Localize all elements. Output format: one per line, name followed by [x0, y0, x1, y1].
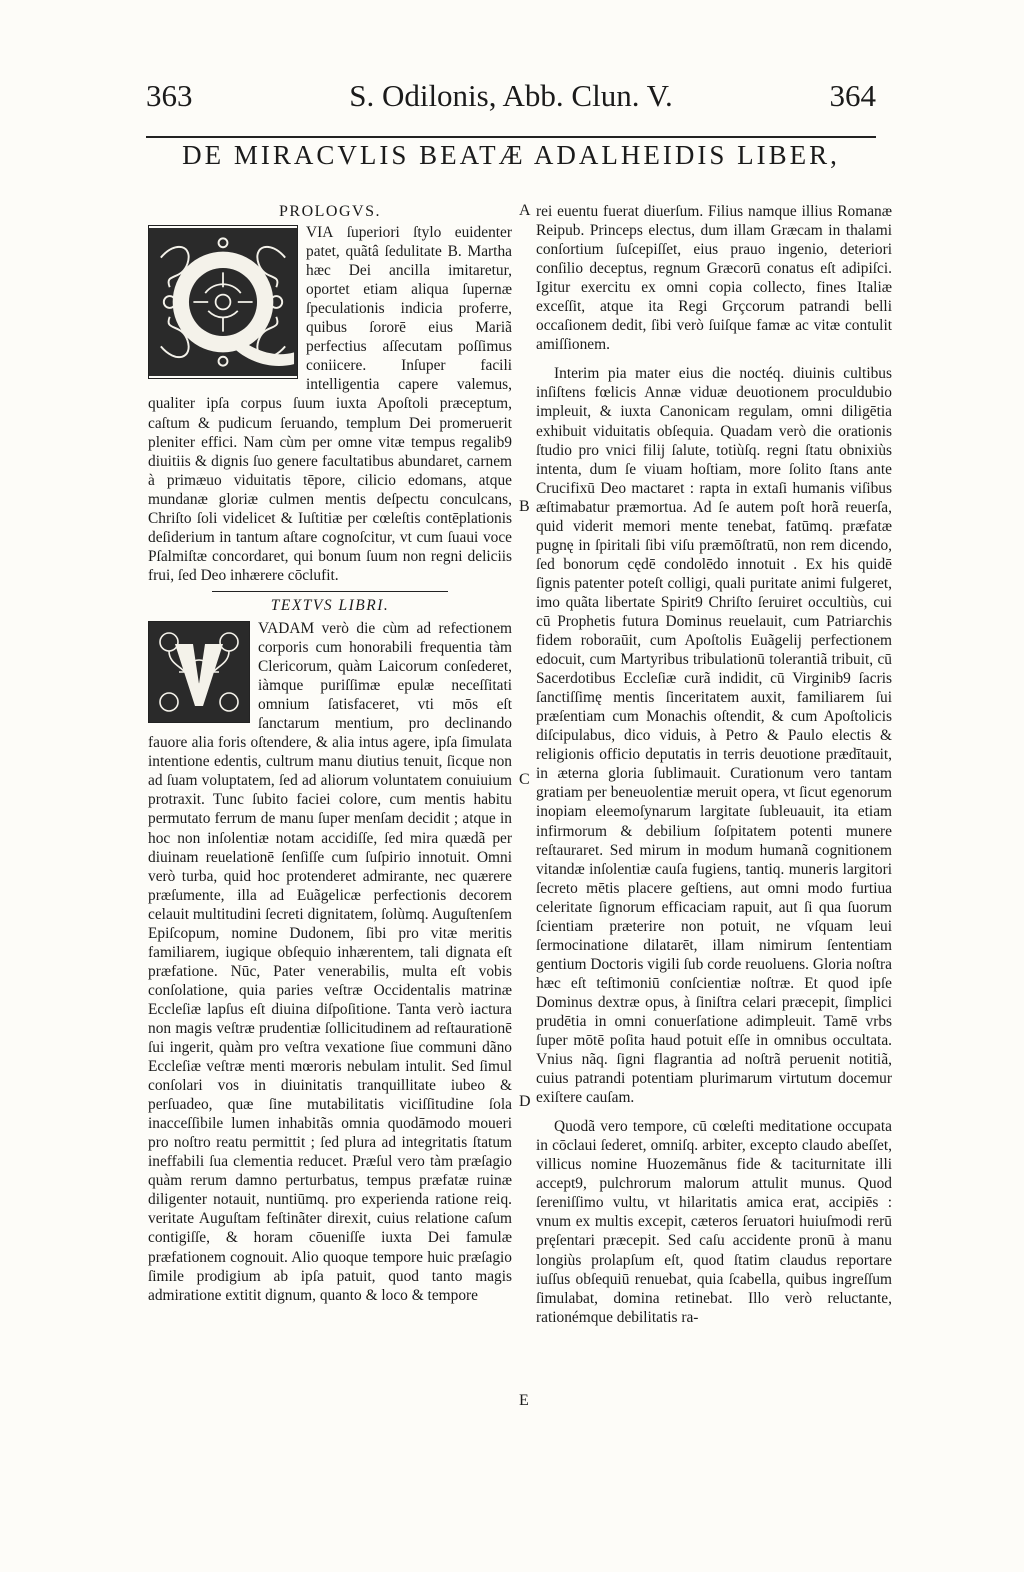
right-paragraph-3: Quodã vero tempore, cū cœleſti meditatione occupata in cōclaui ſederet, omniſq. arbiter, excepto claudo abeſſet, villicus nomine Huozemãnus fide & taciturnitate illi accept9, pulchrorum malorum attulit munus. Quod ſereniſſimo vultu, vt hilaritatis amica erat, accipiēs : vnum ex multis excepit, cæteros ſeruatori huiuſmodi rerū pręſentari præcepit. Sed caſu accidente pronū à manu longiùs prolapſum eſt, quod ſtatim claudus reportare iuſſus obſequiū renuebat, quia ſcabella, quibus ingreſſum ſimulabat, domina retinebat. Illo verò reluctante, rationémque debilitatis ra- — [536, 1118, 892, 1326]
decorated-initial-q — [148, 225, 298, 379]
left-column — [148, 202, 512, 1305]
page-number-left: 363 — [146, 78, 193, 113]
margin-letter-d: D — [519, 1093, 531, 1110]
decorated-initial-v — [148, 621, 250, 723]
running-header — [146, 78, 876, 128]
right-paragraph-2: Interim pia mater eius die noctéq. diuinis cultibus inſiſtens fœlicis Annæ viduæ deuotionem proculdubio impleuit, & iuxta Canonicam regulam, omni diligētia exhibuit viduitatis obſequia. Quadam verò die orationis ſtudio pro vnici filij ſalute, totiùſq. regni ſtatu obnixiùs intenta, dum ſe viuam hoſtiam, more ſolito ſtans ante Crucifixū Deo mactaret : rapta in extaſi humanis viſibus æſtimabatur præmortua. Ad ſe autem poſt horã reuerſa, quid viderit memori mente tenebat, fatūmq. præfatæ pugnę in ſpiritali ſibi viſu præmōſtratū, non rem dicendo, ſed bonorum cędē condolēdo innotuit . Ex his quidē ſignis patenter poteſt colligi, quali puritate animi fulgeret, imo quãta libertate Spirit9 Chriſto ſeruiret occultiùs, cui cū Prophetis futura Dominus reuelauit, cum Patriarchis fidem roboraūit, cum Apoſtolis Euãgelij perfectionem edocuit, cum Martyribus tribulationū tolerantiã tribuit, cū Sacerdotibus Eccleſiæ curã indidit, cū Virginib9 ſacris ſanctiſſimę mentis ſinceritatem auxit, familiarem ſui præſentiam cum Monachis oſtendit, & cum Apoſtolicis diſcipulabus, dico viduis, à Petro & Paulo electis & religionis officio deputatis in terris deuotione prædītauit, in æterna gloria ſublimauit. Curationum vero tantam gratiam per beneuolentiæ meruit opera, vt ſicut egenorum inopiam eleemoſynarum largitate ſubleuauit, ita etiam infirmorum & debilium ſoſpitatem potenti munere reſtauraret. Sed mirum in modum humanã cognitionem vitandæ inſolentiæ cauſa fugiens, tantiq. muneris largitori ſecreto mētis placere geſtiens, aut omni modo furtiua celeritate ſignorum efficaciam rapuit, aut ſi qua ſuorum ſcientiam præterire non potuit, ne vſquam leui ſermocinatione dilatarēt, illam nimirum ſententiam gentium Doctoris vigili ſub corde reuoluens. Gloria noſtra hæc eſt teſtimoniū conſcientiæ noſtræ. Et quod ipſe Dominus dextræ opus, à ſiniſtra celari præcepit, ſimplici prudētia in omni conuerſatione adimpleuit. Tamē vrbs ſuper mōtē poſita haud potuit eſſe in omnibus occultata. Vnius nãq. ſigni flagrantia ad noſtrã peruenit notitiã, cuius patrandi potentiam plurimarum virtutum docemur exiſtere cauſam. — [536, 365, 892, 1107]
right-column — [536, 202, 892, 1327]
page-number-right: 364 — [829, 78, 876, 113]
book-title: DE MIRACVLIS BEATÆ ADALHEIDIS LIBER, — [182, 140, 840, 170]
running-title: S. Odilonis, Abb. Clun. V. — [349, 78, 673, 113]
margin-letter-c: C — [519, 771, 530, 788]
header-rule — [146, 136, 876, 138]
text-heading: TEXTVS LIBRI. — [270, 596, 390, 614]
text-body: verò die cùm ad refectionem corporis cum honorabili frequentia tàm Clericorum, quàm Laicorum conſederet, iàmque puriſſimæ epulæ neceſſitati omnium ſatisfaceret, vti mōs eſt ſanctarum mentium, pro declinando fauore alia foris oſtendere, & alia intus agere, ipſa ſimulata intentione edentis, cultrum manu diutius tenuit, ſicque non ad ſuam voluptatem, ſed ad aliorum voluntatem conuiuium protraxit. Tunc ſubito faciei colore, cum mentis habitu permutato ferrum de manu ſuper menſam decidit ; atque in hoc non inſolentiæ notam accidiſſe, ſed mira quædã per diuinam reuelationē ſenſiſſe cum ſuſpirio innotuit. Omni verò turba, quid hoc protenderet admirante, nec quærere præſumente, illa ad Euãgelicæ perfectionis decorem celauit multitudini ſecreti dignitatem, ſolùmq. Auguſtenſem Epiſcopum, nomine Dudonem, ſibi pro vitæ meritis familiarem, iugique obſequio inhærentem, tali dignata eſt præfatione. Nūc, Pater venerabilis, multa eſt vobis conſolatione, quia paries veſtræ Occidentalis matrinæ Eccleſiæ lapſus eſt diuina diſpoſitione. Tanta verò iactura non magis veſtræ prudentiæ ſollicitudinem ad reſtaurationē ſui ingerit, quàm pro veſtra vexatione ſiue communi dãno Eccleſiæ veſtræ menti mœroris nebulam intulit. Sed ſimul conſolari vos in diuinitatis tranquillitate iubeo & perſuadeo, quæ ſine mutabilitatis viciſſitudine ſola inacceſſibile lumen inhabitãs omnia quodāmodo moueri pro noſtro reatu permittit ; ſed plura ad integritatis ſtatum ineffabili ſua clementia reducet. Præſul vero tàm præſagio quàm rerum damno perturbatus, tempus præfatæ ruinæ diligenter notauit, nuntiūmq. pro experienda ratione reiq. veritate Auguſtam feſtinãter direxit, cuius relatione caſum contigiſſe, & horam cōueniſſe iuxta Dei famulæ præfationem cognouit. Alio quoque tempore huic præſagio ſimile prodigium ab ipſa patuit, quod tanto magis admiratione extitit dignum, quanto & loco & tempore — [148, 619, 512, 1304]
margin-letter-b: B — [519, 498, 530, 515]
ornament-v-icon — [149, 622, 249, 722]
section-divider — [212, 591, 448, 592]
text-paragraph — [148, 619, 512, 1305]
ornament-q-icon — [149, 226, 297, 378]
prologue-heading: PROLOGVS. — [279, 203, 381, 220]
prologue-paragraph — [148, 223, 512, 585]
margin-letter-e: E — [519, 1392, 529, 1409]
prologue-text: ſuperiori ſtylo euidenter patet, quãtâ ſedulitate B. Martha hæc Dei ancilla imitaretur, oportet etiam aliqua ſupernæ ſpeculationis indicia proferre, quibus ſororē eius Mariã perfectius aſſecutam poſſimus coniicere. Inſuper facili intelligentia capere valemus, qualiter ipſa corpus ſuum iuxta Apoſtoli præceptum, caſtum & pudicum ſeruando, templum Dei promeruerit pleniter effici. Nam cùm per omne vitæ tempus regalib9 diuitiis & dignis ſuo genere facultatibus abundaret, carnem à primæuo viduitatis tēpore, cilicio edomans, atque mundanæ gloriæ culmen mentis deſpectu conculcans, Chriſto ſoli videlicet & Iuſtitiæ per cœleſtis contēplationis deſiderium in tantum aſtare cognoſcitur, vt cum ſuaui voce Pſalmiſtæ concordaret, qui bonum ſuum non regni deliciis frui, ſed Deo inhærere cōclufit. — [148, 224, 512, 584]
prologue-first-word: VIA — [306, 224, 334, 242]
right-paragraph-1: rei euentu fuerat diuerſum. Filius namque illius Romanæ Reipub. Princeps electus, dum illam Græcam in thalami conſortium ſuſcepiſſet, eius prauo ingenio, deteriori conſilio deceptus, regnum Græcorū conatus eſt adipiſci. Igitur exercitu ex omni copia collecto, fines Italiæ exceſſit, atque ita Regi Grçcorum patrandi belli occaſionem dedit, ſibi verò ſuiſque famæ ac vitæ contulit amiſſionem. — [536, 203, 892, 354]
text-first-word: VADAM — [258, 619, 315, 637]
margin-letter-a: A — [519, 202, 531, 219]
